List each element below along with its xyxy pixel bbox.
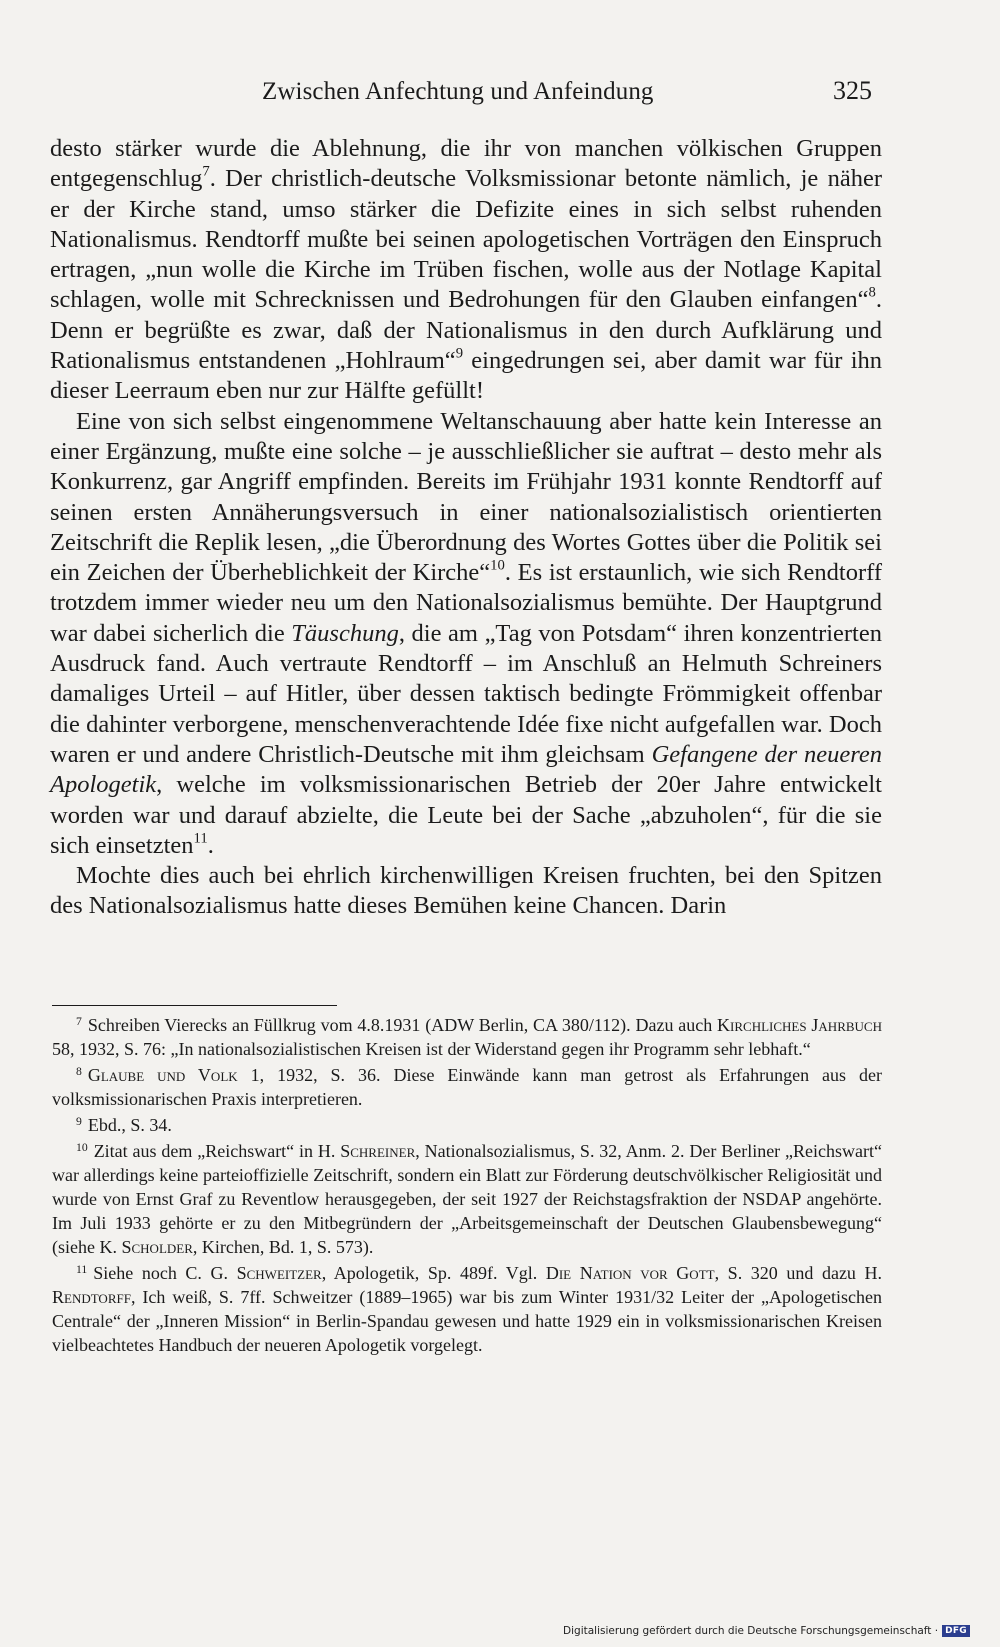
text-run: Zitat aus dem „Reichswart“ in H. <box>93 1141 341 1161</box>
footnote-ref-7[interactable]: 7 <box>202 164 210 181</box>
text-run: , Nationalsozialismus, S. 32, Anm. 2. Der Berliner „Reichswart“ war allerdings keine parteioffizielle Zeitschrift, sondern ein Blatt zur Förderung deutschvölkischer Religiosität und wurde von Ernst Graf zu Reventlow herausgegeben, der seit 1927 der Reichstagsfraktion der NSDAP angehörte. Im Juli 1933 gehörte er zu den Mitbegründern der „Arbeitsgemeinschaft der Deutschen Glaubensbewegung“ (siehe K. <box>52 1141 882 1257</box>
smallcaps-text: Scholder <box>121 1237 193 1257</box>
footnote-8 <box>52 1063 882 1111</box>
text-run: 1, 1932, S. 36. Diese Einwände kann man getrost als Erfahrungen aus der volksmissionarischen Praxis interpretieren. <box>52 1065 882 1109</box>
footnote-ref-8[interactable]: 8 <box>868 285 876 302</box>
digitization-notice-text: Digitalisierung gefördert durch die Deutsche Forschungsgemeinschaft · <box>563 1625 939 1637</box>
footnote-separator <box>52 1005 337 1006</box>
text-run: Ebd., S. 34. <box>87 1115 172 1135</box>
text-run: Schreiben Vierecks an Füllkrug vom 4.8.1931 (ADW Berlin, CA 380/112). Dazu auch <box>87 1015 718 1035</box>
footnote-ref-9[interactable]: 9 <box>455 345 464 362</box>
main-text <box>50 134 882 922</box>
text-run: 58, 1932, S. 76: „In nationalsozialistischen Kreisen ist der Widerstand gegen ihr Programm sehr lebhaft.“ <box>52 1039 811 1059</box>
text-run: desto stärker wurde die Ablehnung, die ihr von manchen völkischen Gruppen entgegenschlug <box>50 135 882 193</box>
emphasis-text: Täuschung <box>291 619 399 647</box>
paragraph-3: Mochte dies auch bei ehrlich kirchenwilligen Kreisen fruchten, bei den Spitzen des Nationalsozialismus hatte dieses Bemühen keine Chancen. Darin <box>50 862 882 920</box>
footnotes <box>52 1013 882 1359</box>
footnote-number: 8 <box>76 1064 82 1078</box>
text-run: , die am „Tag von Potsdam“ ihren konzentrierten Ausdruck fand. Auch vertraute Rendtorff – im Anschluß an Helmuth Schreiners damaliges Urteil – auf Hitler, über dessen taktisch bedingte Frömmigkeit offenbar die dahinter verborgene, menschenverachtende Idée fixe nicht aufgefallen war. Doch waren er und andere Christlich-Deutsche mit ihm gleichsam <box>50 619 882 768</box>
emphasis-text: Gefangene der neueren Apologetik <box>50 740 883 799</box>
text-run: . Denn er begrüßte es zwar, daß der Nationalismus in den durch Aufklärung und Rationalismus entstandenen „Hohlraum“ <box>50 286 882 375</box>
text-run: Siehe noch C. G. <box>93 1263 237 1283</box>
footnote-10 <box>52 1139 882 1259</box>
footnote-9 <box>52 1113 882 1137</box>
digitization-notice <box>563 1625 970 1637</box>
text-run: , welche im volksmissionarischen Betrieb der 20er Jahre entwickelt worden war und darauf abzielte, die Leute bei der Sache „abzuholen“, für die sie sich einsetzten <box>50 771 882 859</box>
text-run: . <box>207 831 214 859</box>
smallcaps-text: Kirchliches Jahrbuch <box>717 1015 882 1035</box>
footnote-11 <box>52 1261 882 1357</box>
footnote-number: 10 <box>76 1140 88 1154</box>
text-run: Eine von sich selbst eingenommene Weltanschauung aber hatte kein Interesse an einer Ergänzung, mußte eine solche – je ausschließlicher sie auftrat – desto mehr als Konkurrenz, gar Angriff empfinden. Bereits im Frühjahr 1931 konnte Rendtorff auf seinen ersten Annäherungsversuch in einer nationalsozialistisch orientierten Zeitschrift die Replik lesen, „die Überordnung des Wortes Gottes über die Politik sei ein Zeichen der Überheblichkeit der Kirche“ <box>50 407 882 587</box>
page-number: 325 <box>833 76 872 105</box>
smallcaps-text: Schreiner <box>340 1141 416 1161</box>
footnote-7 <box>52 1013 882 1061</box>
dfg-logo: DFG <box>942 1625 970 1637</box>
smallcaps-text: Glaube und Volk <box>87 1065 238 1085</box>
text-run: , Apologetik, Sp. 489f. Vgl. <box>321 1263 546 1283</box>
footnote-ref-11[interactable]: 11 <box>193 830 208 847</box>
text-run: eingedrungen sei, aber damit war für ihn dieser Leerraum eben nur zur Hälfte gefüllt! <box>50 347 883 405</box>
footnote-number: 11 <box>76 1262 88 1276</box>
text-run: , Kirchen, Bd. 1, S. 573). <box>192 1237 374 1257</box>
footnote-number: 9 <box>76 1114 82 1128</box>
smallcaps-text: Die Nation vor Gott <box>545 1263 715 1283</box>
text-run: . Der christlich-deutsche Volksmissionar betonte nämlich, je näher er der Kirche stand, umso stärker die Defizite eines in sich selbst ruhenden Nationalismus. Rendtorff mußte bei seinen apologetischen Vorträgen den Einspruch ertragen, „nun wolle die Kirche im Trüben fischen, wolle aus der Notlage Kapital schlagen, wolle mit Schrecknissen und Bedrohungen für den Glauben einfangen“ <box>50 165 882 314</box>
smallcaps-text: Rendtorff <box>52 1287 131 1307</box>
paragraph-2 <box>50 407 882 861</box>
text-run: , S. 320 und dazu H. <box>714 1263 883 1283</box>
running-header-title: Zwischen Anfechtung und Anfeindung <box>262 78 654 105</box>
text-run: , Ich weiß, S. 7ff. Schweitzer (1889–1965) war bis zum Winter 1931/32 Leiter der „Apologetischen Centrale“ der „Inneren Mission“ in Berlin-Spandau gewesen und hatte 1929 ein in volksmissionarischen Kreisen vielbeachtetes Handbuch der neueren Apologetik vorgelegt. <box>52 1287 882 1355</box>
smallcaps-text: Schweitzer <box>236 1263 322 1283</box>
footnote-ref-10[interactable]: 10 <box>490 557 505 574</box>
paragraph-1 <box>50 134 882 407</box>
footnote-number: 7 <box>76 1014 82 1028</box>
text-run: . Es ist erstaunlich, wie sich Rendtorff trotzdem immer wieder neu um den Nationalsozialismus bemühte. Der Hauptgrund war dabei sicherlich die <box>50 559 882 647</box>
